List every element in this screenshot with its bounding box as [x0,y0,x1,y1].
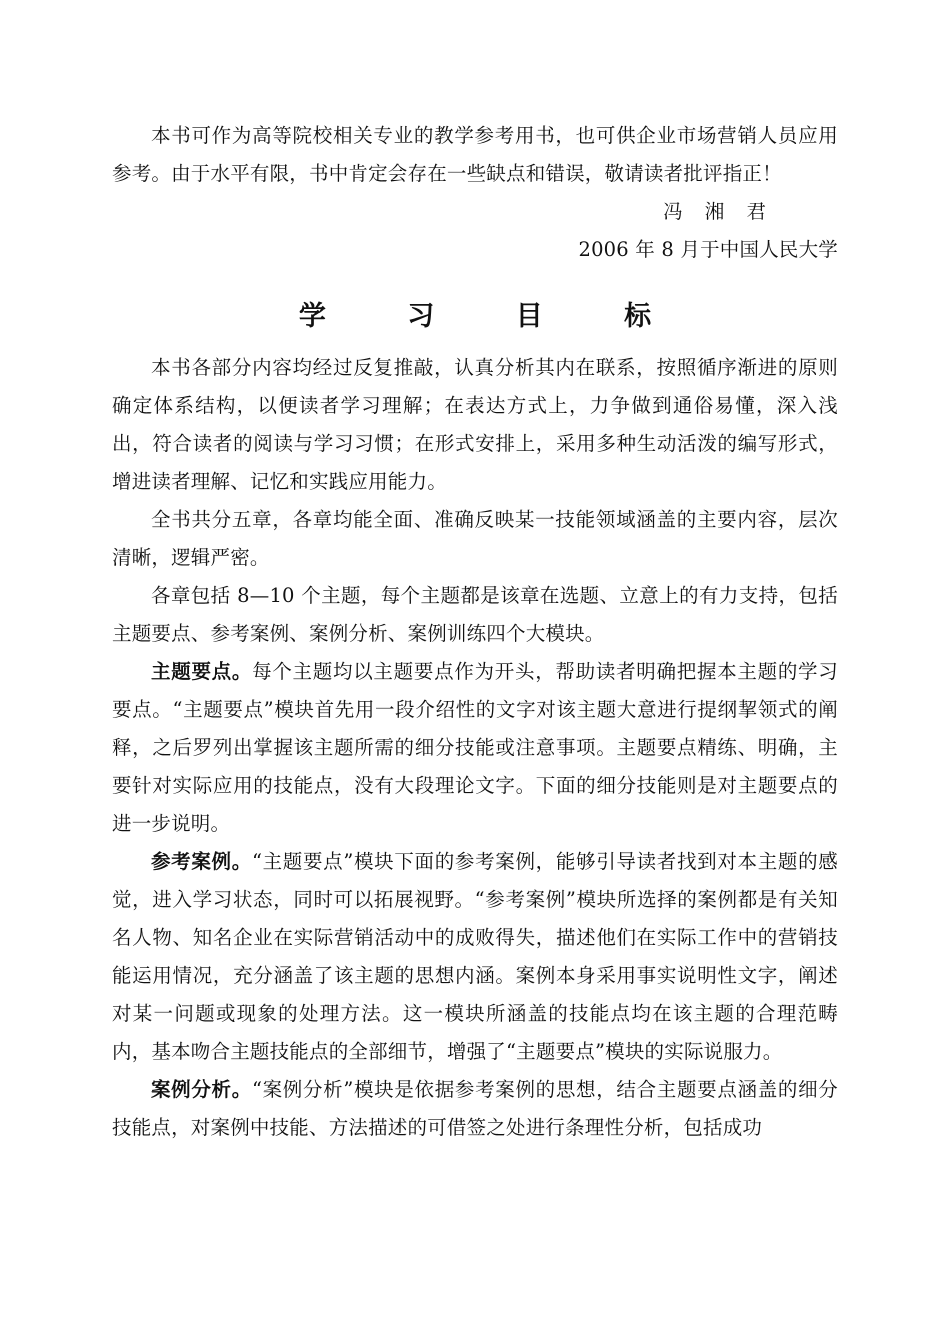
body-paragraph-3 [112,577,838,653]
document-body [112,117,838,1147]
paragraph-text: 全书共分五章，各章均能全面、准确反映某一技能领域涵盖的主要内容，层次清晰，逻辑严密。 [112,508,838,569]
body-paragraph-2 [112,501,838,577]
body-paragraph-key-points [112,653,838,843]
author-signature: 冯 湘 君 [663,200,774,223]
paragraph-text: 每个主题均以主题要点作为开头，帮助读者明确把握本主题的学习要点。“主题要点”模块首先用一段介绍性的文字对该主题大意进行提纲挈领式的阐释，之后罗列出掌握该主题所需的细分技能或注意事项。主题要点精练、明确，主要针对实际应用的技能点，没有大段理论文字。下面的细分技能则是对主题要点的进一步说明。 [112,660,838,835]
paragraph-text: 各章包括 8—10 个主题，每个主题都是该章在选题、立意上的有力支持，包括主题要点、参考案例、案例分析、案例训练四个大模块。 [112,584,838,645]
body-paragraph-case-analysis [112,1071,838,1147]
preface-paragraph: 本书可作为高等院校相关专业的教学参考用书，也可供企业市场营销人员应用参考。由于水平有限，书中肯定会存在一些缺点和错误，敬请读者批评指正！ [112,124,838,185]
section-title: 学 习 目 标 [298,301,688,332]
paragraph-lead: 参考案例。 [151,850,252,873]
paragraph-text: “案例分析”模块是依据参考案例的思想，结合主题要点涵盖的细分技能点，对案例中技能、方法描述的可借签之处进行条理性分析，包括成功 [112,1078,838,1139]
signature-date-place: 2006 年 8 月于中国人民大学 [578,238,838,261]
paragraph-lead: 案例分析。 [151,1078,252,1101]
body-paragraph-reference-cases [112,843,838,1071]
paragraph-text: 本书各部分内容均经过反复推敲，认真分析其内在联系，按照循序渐进的原则确定体系结构，以便读者学习理解；在表达方式上，力争做到通俗易懂，深入浅出，符合读者的阅读与学习习惯；在形式安排上，采用多种生动活泼的编写形式，增进读者理解、记忆和实践应用能力。 [112,356,838,493]
paragraph-lead: 主题要点。 [151,660,253,683]
body-paragraph-1 [112,349,838,501]
paragraph-text: “主题要点”模块下面的参考案例，能够引导读者找到对本主题的感觉，进入学习状态，同时可以拓展视野。“参考案例”模块所选择的案例都是有关知名人物、知名企业在实际营销活动中的成败得失，描述他们在实际工作中的营销技能运用情况，充分涵盖了该主题的思想内涵。案例本身采用事实说明性文字，阐述对某一问题或现象的处理方法。这一模块所涵盖的技能点均在该主题的合理范畴内，基本吻合主题技能点的全部细节，增强了“主题要点”模块的实际说服力。 [112,850,838,1063]
